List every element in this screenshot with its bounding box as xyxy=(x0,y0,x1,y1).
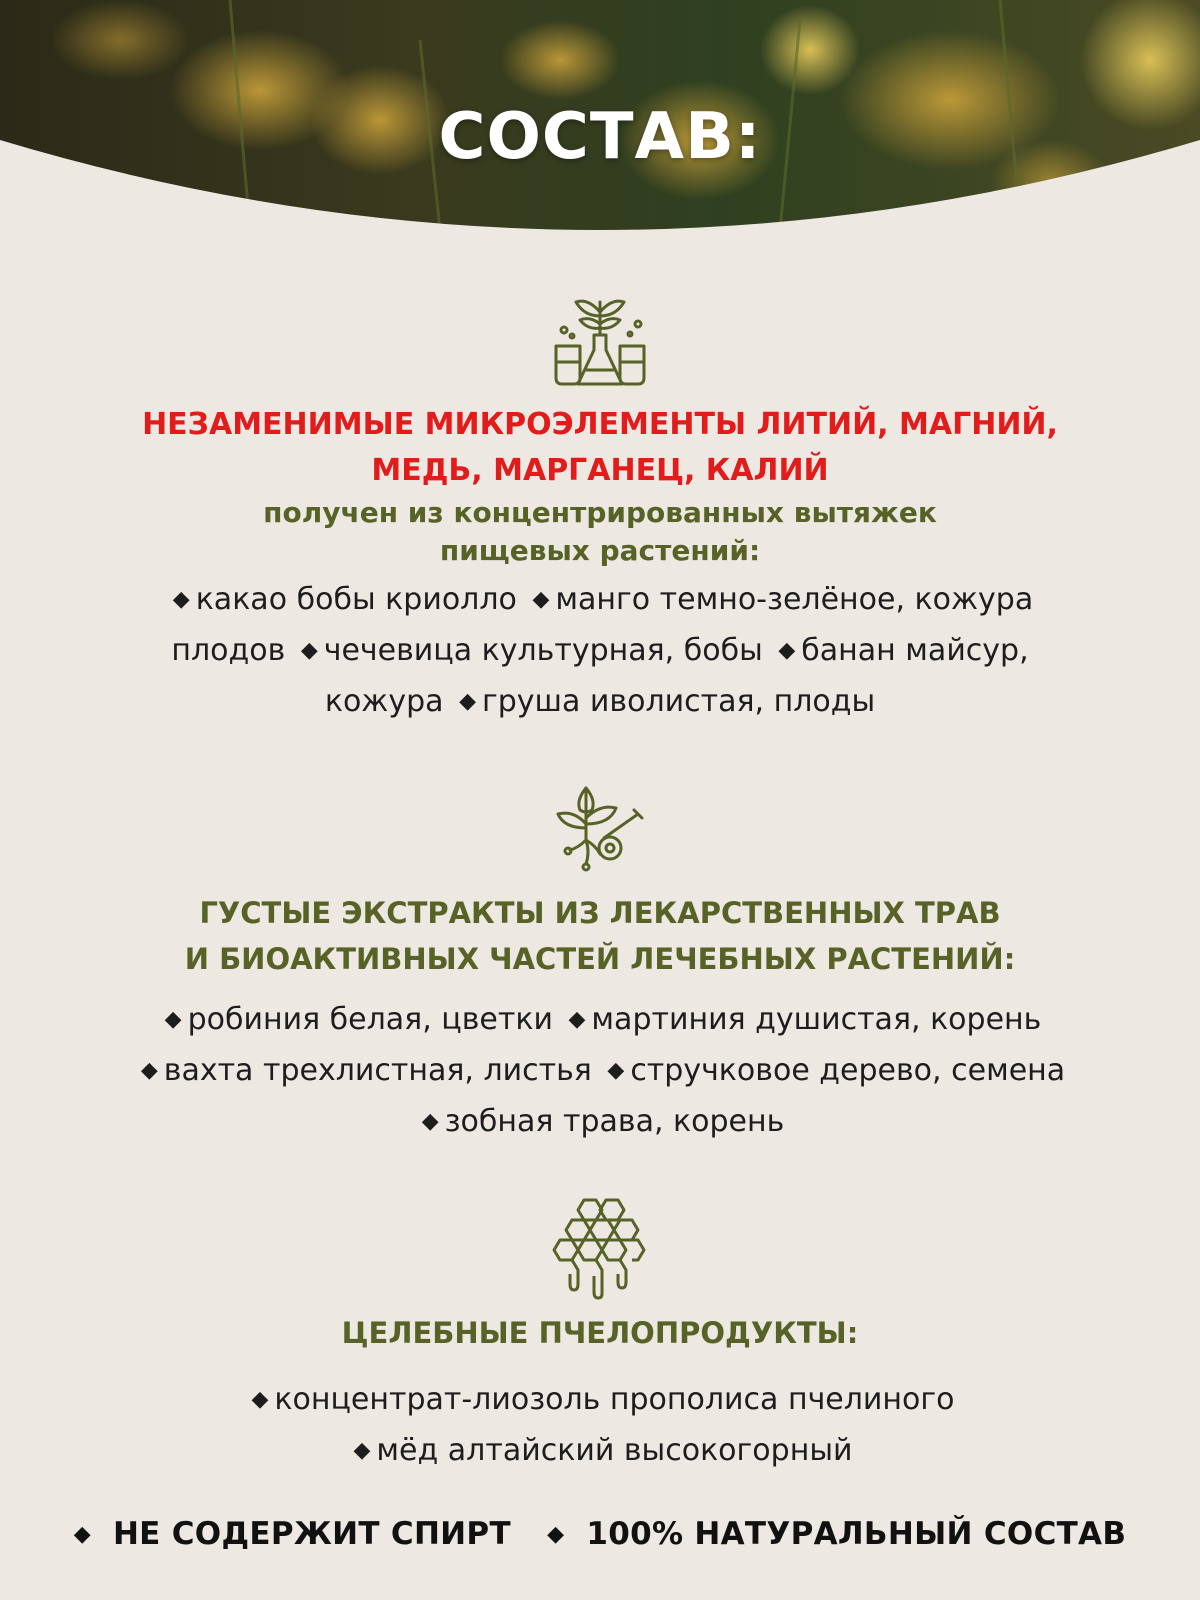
ingredient-list xyxy=(130,576,1070,729)
section-title-line: ГУСТЫЕ ЭКСТРАКТЫ ИЗ ЛЕКАРСТВЕННЫХ ТРАВ xyxy=(199,896,1001,930)
ingredient-item: ◆ стручковое дерево, семена xyxy=(607,1053,1066,1088)
ingredient-item: ◆ какао бобы криолло xyxy=(172,582,517,617)
ingredient-item: ◆ вахта трехлистная, листья xyxy=(140,1053,592,1088)
section-title-line: НЕЗАМЕНИМЫЕ МИКРОЭЛЕМЕНТЫ ЛИТИЙ, МАГНИЙ, xyxy=(142,407,1058,442)
ingredient-item: ◆ мёд алтайский высокогорный xyxy=(353,1433,853,1468)
section-herbal-extracts xyxy=(0,778,1200,1149)
section-title-line: И БИОАКТИВНЫХ ЧАСТЕЙ ЛЕЧЕБНЫХ РАСТЕНИЙ: xyxy=(184,942,1016,976)
section-title-line: ЦЕЛЕБНЫЕ ПЧЕЛОПРОДУКТЫ: xyxy=(341,1316,859,1350)
ingredient-item: ◆ зобная трава, корень xyxy=(421,1104,785,1139)
ingredient-item: ◆ банан майсур, кожура xyxy=(324,633,1029,719)
ingredient-item: ◆ робиния белая, цветки xyxy=(164,1002,553,1037)
section-subtitle-line: пищевых растений: xyxy=(439,534,761,567)
section-subtitle-line: получен из концентрированных вытяжек xyxy=(263,496,937,529)
ingredient-item: ◆ концентрат-лиозоль прополиса пчелиного xyxy=(251,1382,955,1417)
lab-plant-flask-icon xyxy=(550,290,650,390)
ingredient-list xyxy=(150,1376,1050,1478)
honeycomb-icon xyxy=(550,1196,650,1300)
claim-item: ◆ 100% НАТУРАЛЬНЫЙ СОСТАВ xyxy=(547,1516,1127,1552)
ingredient-item: ◆ груша иволистая, плоды xyxy=(459,684,876,719)
footer-claims xyxy=(0,1516,1200,1552)
hero-banner xyxy=(0,0,1200,240)
ingredient-item: ◆ чечевица культурная, бобы xyxy=(300,633,763,668)
ingredient-item: ◆ манго темно-зелёное, кожура плодов xyxy=(171,582,1034,668)
ingredient-list xyxy=(105,996,1095,1149)
claim-item: ◆ НЕ СОДЕРЖИТ СПИРТ xyxy=(73,1516,511,1552)
section-microelements xyxy=(0,290,1200,729)
section-title-line: МЕДЬ, МАРГАНЕЦ, КАЛИЙ xyxy=(371,453,829,488)
ingredient-item: ◆ мартиния душистая, корень xyxy=(568,1002,1042,1037)
section-bee-products xyxy=(0,1196,1200,1478)
herb-root-extract-icon xyxy=(550,778,650,878)
page-title: СОСТАВ: xyxy=(438,100,762,174)
